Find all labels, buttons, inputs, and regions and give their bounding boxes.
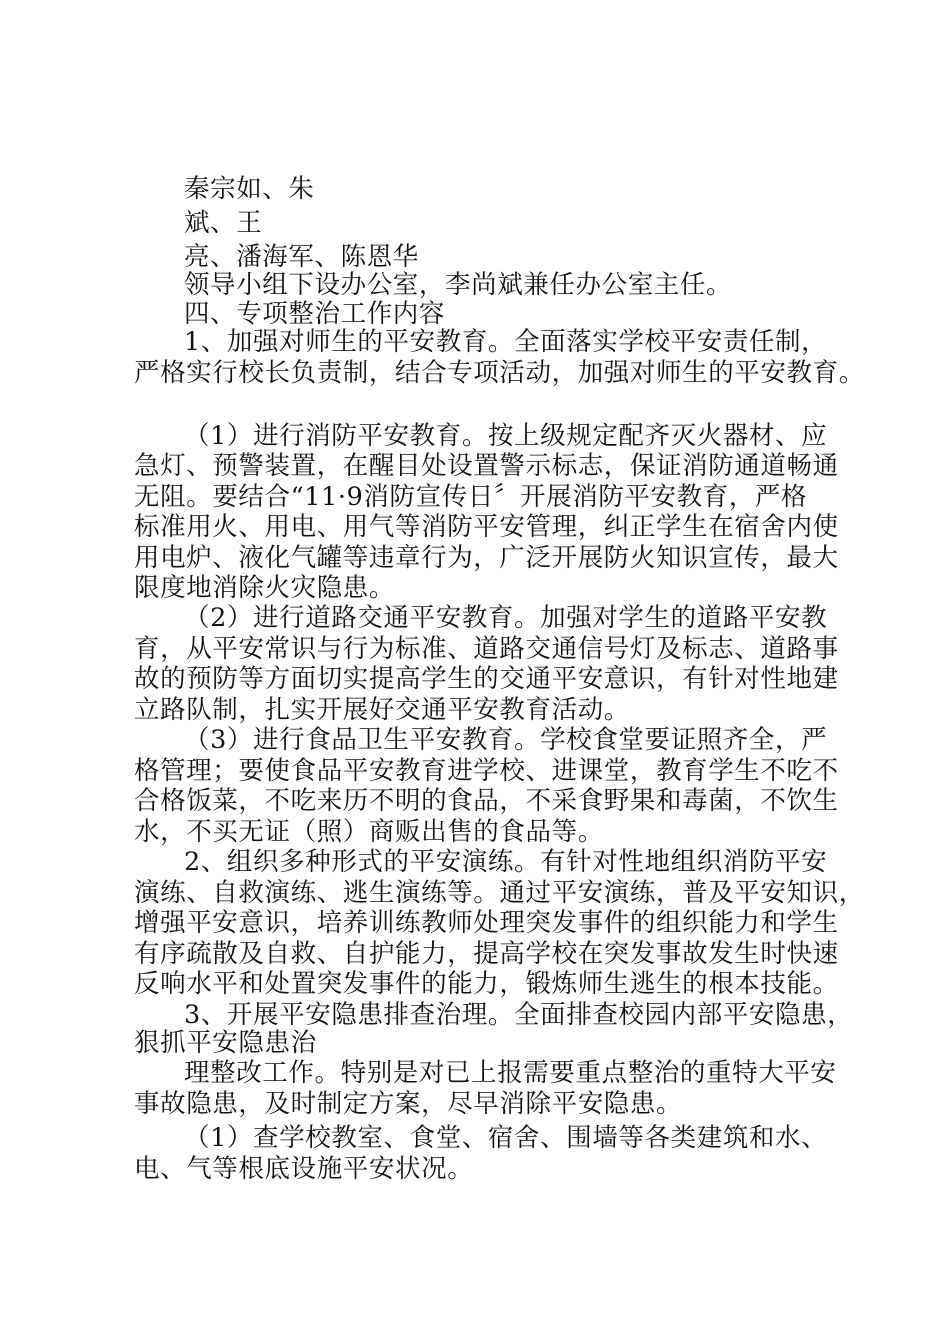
text-line: （3）进行食品卫生平安教育。学校食堂要证照齐全，严 [184, 725, 828, 755]
text-line: 增强平安意识，培养训练教师处理突发事件的组织能力和学生 [134, 908, 839, 938]
text-line: 1、加强对师生的平安教育。全面落实学校平安责任制， [184, 327, 828, 357]
text-line: 有序疏散及自救、自护能力，提高学校在突发事故发生时快速 [134, 939, 839, 969]
text-line: 无阻。要结合“11·9消防宣传日〞开展消防平安教育，严格 [134, 482, 808, 512]
text-line: 理整改工作。特别是对已上报需要重点整治的重特大平安 [184, 1058, 837, 1088]
text-line: （1）查学校教室、食堂、宿舍、围墙等各类建筑和水、 [184, 1123, 828, 1153]
text-line: 急灯、预警装置，在醒目处设置警示标志，保证消防通道畅通 [134, 451, 839, 481]
text-line: 立路队制，扎实开展好交通平安教育活动。 [134, 695, 630, 725]
text-line: 秦宗如、朱 [184, 174, 315, 204]
text-line: 斌、王 [184, 208, 263, 238]
text-line: 反响水平和处置突发事件的能力，锻炼师生逃生的根本技能。 [134, 969, 839, 999]
text-line: 演练、自救演练、逃生演练等。通过平安演练，普及平安知识， [134, 878, 865, 908]
text-line: 事故隐患，及时制定方案，尽早消除平安隐患。 [134, 1089, 683, 1119]
text-line: 用电炉、液化气罐等违章行为，广泛开展防火知识宣传，最大 [134, 543, 839, 573]
text-line: 育，从平安常识与行为标准、道路交通信号灯及标志、道路事 [134, 634, 839, 664]
text-line: 2、组织多种形式的平安演练。有针对性地组织消防平安 [184, 847, 828, 877]
text-line: （2）进行道路交通平安教育。加强对学生的道路平安教 [184, 603, 828, 633]
text-line: 合格饭菜，不吃来历不明的食品，不采食野果和毒菌，不饮生 [134, 786, 839, 816]
text-line: （1）进行消防平安教育。按上级规定配齐灭火器材、应 [184, 421, 828, 451]
text-line: 狠抓平安隐患治 [134, 1028, 317, 1058]
text-line: 限度地消除火灾隐患。 [134, 573, 396, 603]
text-line: 标准用火、用电、用气等消防平安管理，纠正学生在宿舍内使 [134, 512, 839, 542]
text-line: 领导小组下设办公室，李尚斌兼任办公室主任。 [184, 270, 733, 300]
text-line: 亮、潘海军、陈恩华 [184, 242, 419, 272]
text-line: 故的预防等方面切实提高学生的交通平安意识，有针对性地建 [134, 664, 839, 694]
text-line: 水，不买无证（照）商贩出售的食品等。 [134, 817, 604, 847]
text-line: 3、开展平安隐患排查治理。全面排查校园内部平安隐患， [184, 1000, 854, 1030]
section-heading: 四、专项整治工作内容 [184, 299, 446, 329]
text-line: 格管理；要使食品平安教育进学校、进课堂，教育学生不吃不 [134, 756, 839, 786]
text-line: 电、气等根底设施平安状况。 [134, 1154, 474, 1184]
text-line: 严格实行校长负责制，结合专项活动，加强对师生的平安教育。 [134, 358, 865, 388]
